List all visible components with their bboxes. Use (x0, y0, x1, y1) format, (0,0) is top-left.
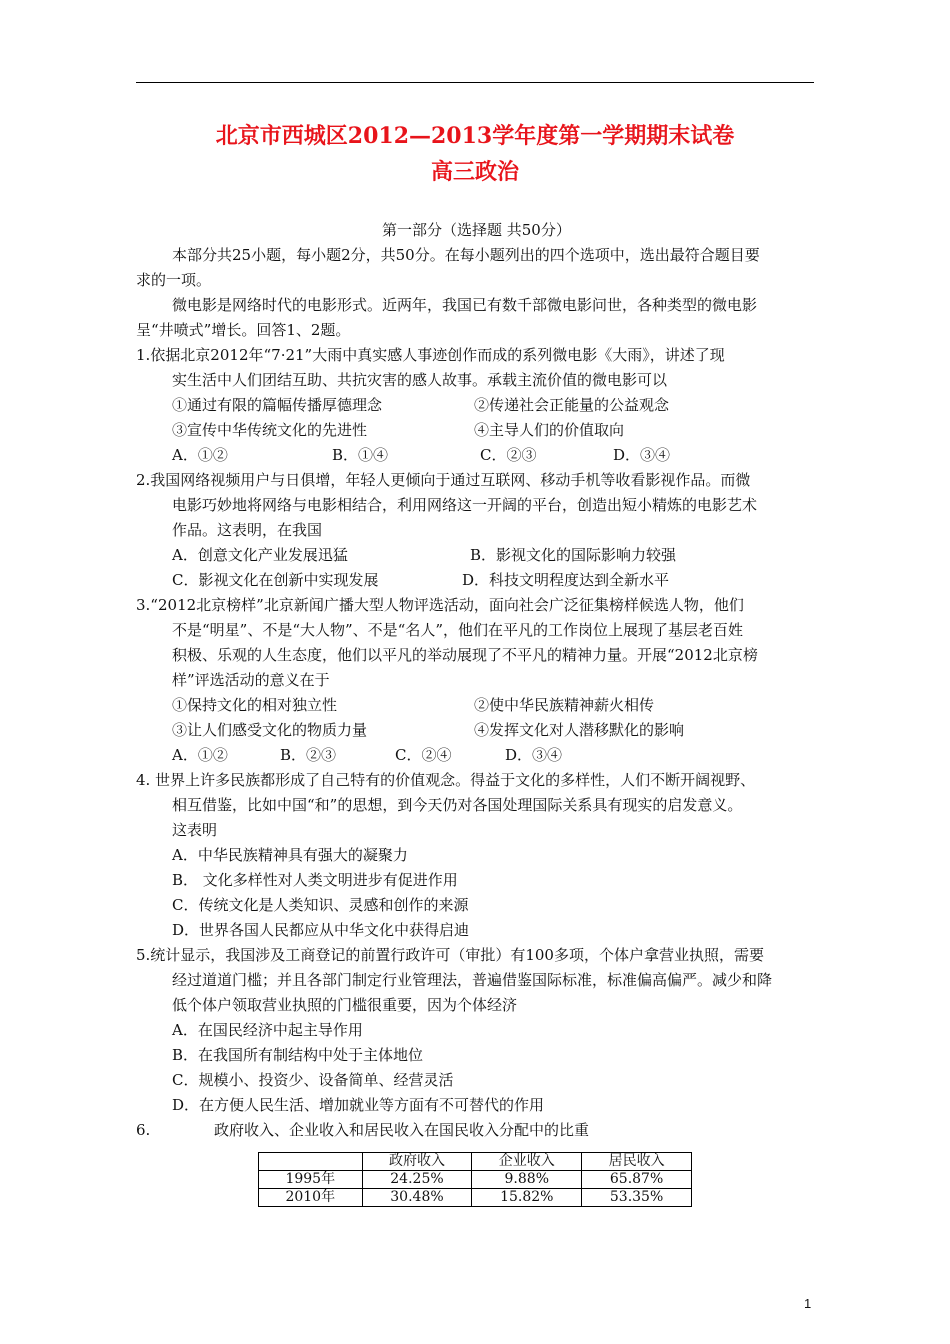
q3-statement-4: ④发挥文化对人潜移默化的影响 (474, 721, 685, 739)
q1-statement-4: ④主导人们的价值取向 (474, 421, 625, 439)
table-header-cell: 企业收入 (472, 1153, 582, 1171)
table-cell: 24.25% (362, 1171, 472, 1189)
q5-choice-b: B．在我国所有制结构中处于主体地位 (172, 1046, 424, 1064)
table-header-cell: 居民收入 (582, 1153, 692, 1171)
table-row (259, 1189, 692, 1207)
table-cell: 1995年 (259, 1171, 363, 1189)
q1-stem-cont: 实生活中人们团结互助、共抗灾害的感人故事。承载主流价值的微电影可以 (172, 371, 668, 389)
q3-statement-3: ③让人们感受文化的物质力量 (172, 721, 368, 739)
q4-choice-d: D．世界各国人民都应从中华文化中获得启迪 (172, 921, 470, 939)
table-header-row (259, 1153, 692, 1171)
table-cell: 30.48% (362, 1189, 472, 1207)
table-header-cell (259, 1153, 363, 1171)
q5-choice-c: C．规模小、投资少、设备简单、经营灵活 (172, 1071, 454, 1089)
q2-choice-a: A．创意文化产业发展迅猛 (172, 546, 348, 564)
section-intro-cont: 求的一项。 (136, 271, 212, 289)
q3-choice-d: D．③④ (505, 746, 563, 764)
q1-choice-b: B．①④ (332, 446, 389, 464)
q3-stem-cont2: 积极、乐观的人生态度，他们以平凡的举动展现了不平凡的精神力量。开展“2012北京榜 (172, 646, 758, 664)
table-cell: 15.82% (472, 1189, 582, 1207)
q4-stem-cont: 相互借鉴，比如中国“和”的思想，到今天仍对各国处理国际关系具有现实的启发意义。 (172, 796, 743, 814)
q5-choice-d: D．在方便人民生活、增加就业等方面有不可替代的作用 (172, 1096, 545, 1114)
exam-subject: 高三政治 (430, 159, 519, 185)
q6-table-caption: 政府收入、企业收入和居民收入在国民收入分配中的比重 (214, 1121, 590, 1139)
q3-choice-b: B．②③ (280, 746, 337, 764)
q5-choice-a: A．在国民经济中起主导作用 (172, 1021, 363, 1039)
q5-stem-cont: 经过道道门槛；并且各部门制定行业管理法，普遍借鉴国际标准，标准偏高偏严。减少和降 (172, 971, 773, 989)
q4-stem: 4. 世界上许多民族都形成了自己特有的价值观念。得益于文化的多样性，人们不断开阔视野、 (136, 771, 756, 789)
q1-stem: 1.依据北京2012年“7·21”大雨中真实感人事迹创作而成的系列微电影《大雨》，讲述了现 (136, 346, 725, 364)
q1-statement-3: ③宣传中华传统文化的先进性 (172, 421, 368, 439)
table-cell: 2010年 (259, 1189, 363, 1207)
table-cell: 9.88% (472, 1171, 582, 1189)
q5-stem: 5.统计显示，我国涉及工商登记的前置行政许可（审批）有100多项，个体户拿营业执照，需要 (136, 946, 764, 964)
q4-stem-cont2: 这表明 (172, 821, 218, 839)
q3-stem-cont: 不是“明星”、不是“大人物”、不是“名人”，他们在平凡的工作岗位上展现了基层老百姓 (172, 621, 744, 639)
context-text: 微电影是网络时代的电影形式。近两年，我国已有数千部微电影问世，各种类型的微电影 (172, 296, 758, 314)
income-share-table (258, 1152, 692, 1207)
q1-statement-2: ②传递社会正能量的公益观念 (474, 396, 670, 414)
table-cell: 65.87% (582, 1171, 692, 1189)
q2-choice-b: B．影视文化的国际影响力较强 (470, 546, 677, 564)
q6-number: 6. (136, 1121, 151, 1139)
q4-choice-a: A．中华民族精神具有强大的凝聚力 (172, 846, 408, 864)
q1-choice-a: A．①② (172, 446, 228, 464)
q1-statement-1: ①通过有限的篇幅传播厚德理念 (172, 396, 383, 414)
q2-stem: 2.我国网络视频用户与日俱增，年轻人更倾向于通过互联网、移动手机等收看影视作品。而微 (136, 471, 751, 489)
q3-stem: 3.“2012北京榜样”北京新闻广播大型人物评选活动，面向社会广泛征集榜样候选人物，他们 (136, 596, 744, 614)
header-rule (136, 82, 814, 83)
section-heading: 第一部分（选择题 共50分） (382, 221, 571, 239)
table-cell: 53.35% (582, 1189, 692, 1207)
table-header-cell: 政府收入 (362, 1153, 472, 1171)
table-row (259, 1171, 692, 1189)
q3-choice-a: A．①② (172, 746, 228, 764)
page-number: 1 (804, 1296, 812, 1311)
exam-title: 北京市西城区2012—2013学年度第一学期期末试卷 (215, 123, 735, 149)
q1-choice-d: D．③④ (613, 446, 671, 464)
q3-statement-1: ①保持文化的相对独立性 (172, 696, 338, 714)
q5-stem-cont2: 低个体户领取营业执照的门槛很重要，因为个体经济 (172, 996, 518, 1014)
q3-choice-c: C．②④ (395, 746, 452, 764)
q3-stem-cont3: 样”评选活动的意义在于 (172, 671, 330, 689)
q3-statement-2: ②使中华民族精神薪火相传 (474, 696, 655, 714)
q4-choice-c: C．传统文化是人类知识、灵感和创作的来源 (172, 896, 469, 914)
context-text-cont: 呈“井喷式”增长。回答1、2题。 (136, 321, 351, 339)
q1-choice-c: C．②③ (480, 446, 537, 464)
q2-stem-cont: 电影巧妙地将网络与电影相结合，利用网络这一开阔的平台，创造出短小精炼的电影艺术 (172, 496, 758, 514)
q2-stem-cont2: 作品。这表明，在我国 (172, 521, 323, 539)
q2-choice-c: C．影视文化在创新中实现发展 (172, 571, 379, 589)
q4-choice-b: B． 文化多样性对人类文明进步有促进作用 (172, 871, 458, 889)
q2-choice-d: D．科技文明程度达到全新水平 (462, 571, 670, 589)
section-intro: 本部分共25小题，每小题2分，共50分。在每小题列出的四个选项中，选出最符合题目要 (172, 246, 760, 264)
